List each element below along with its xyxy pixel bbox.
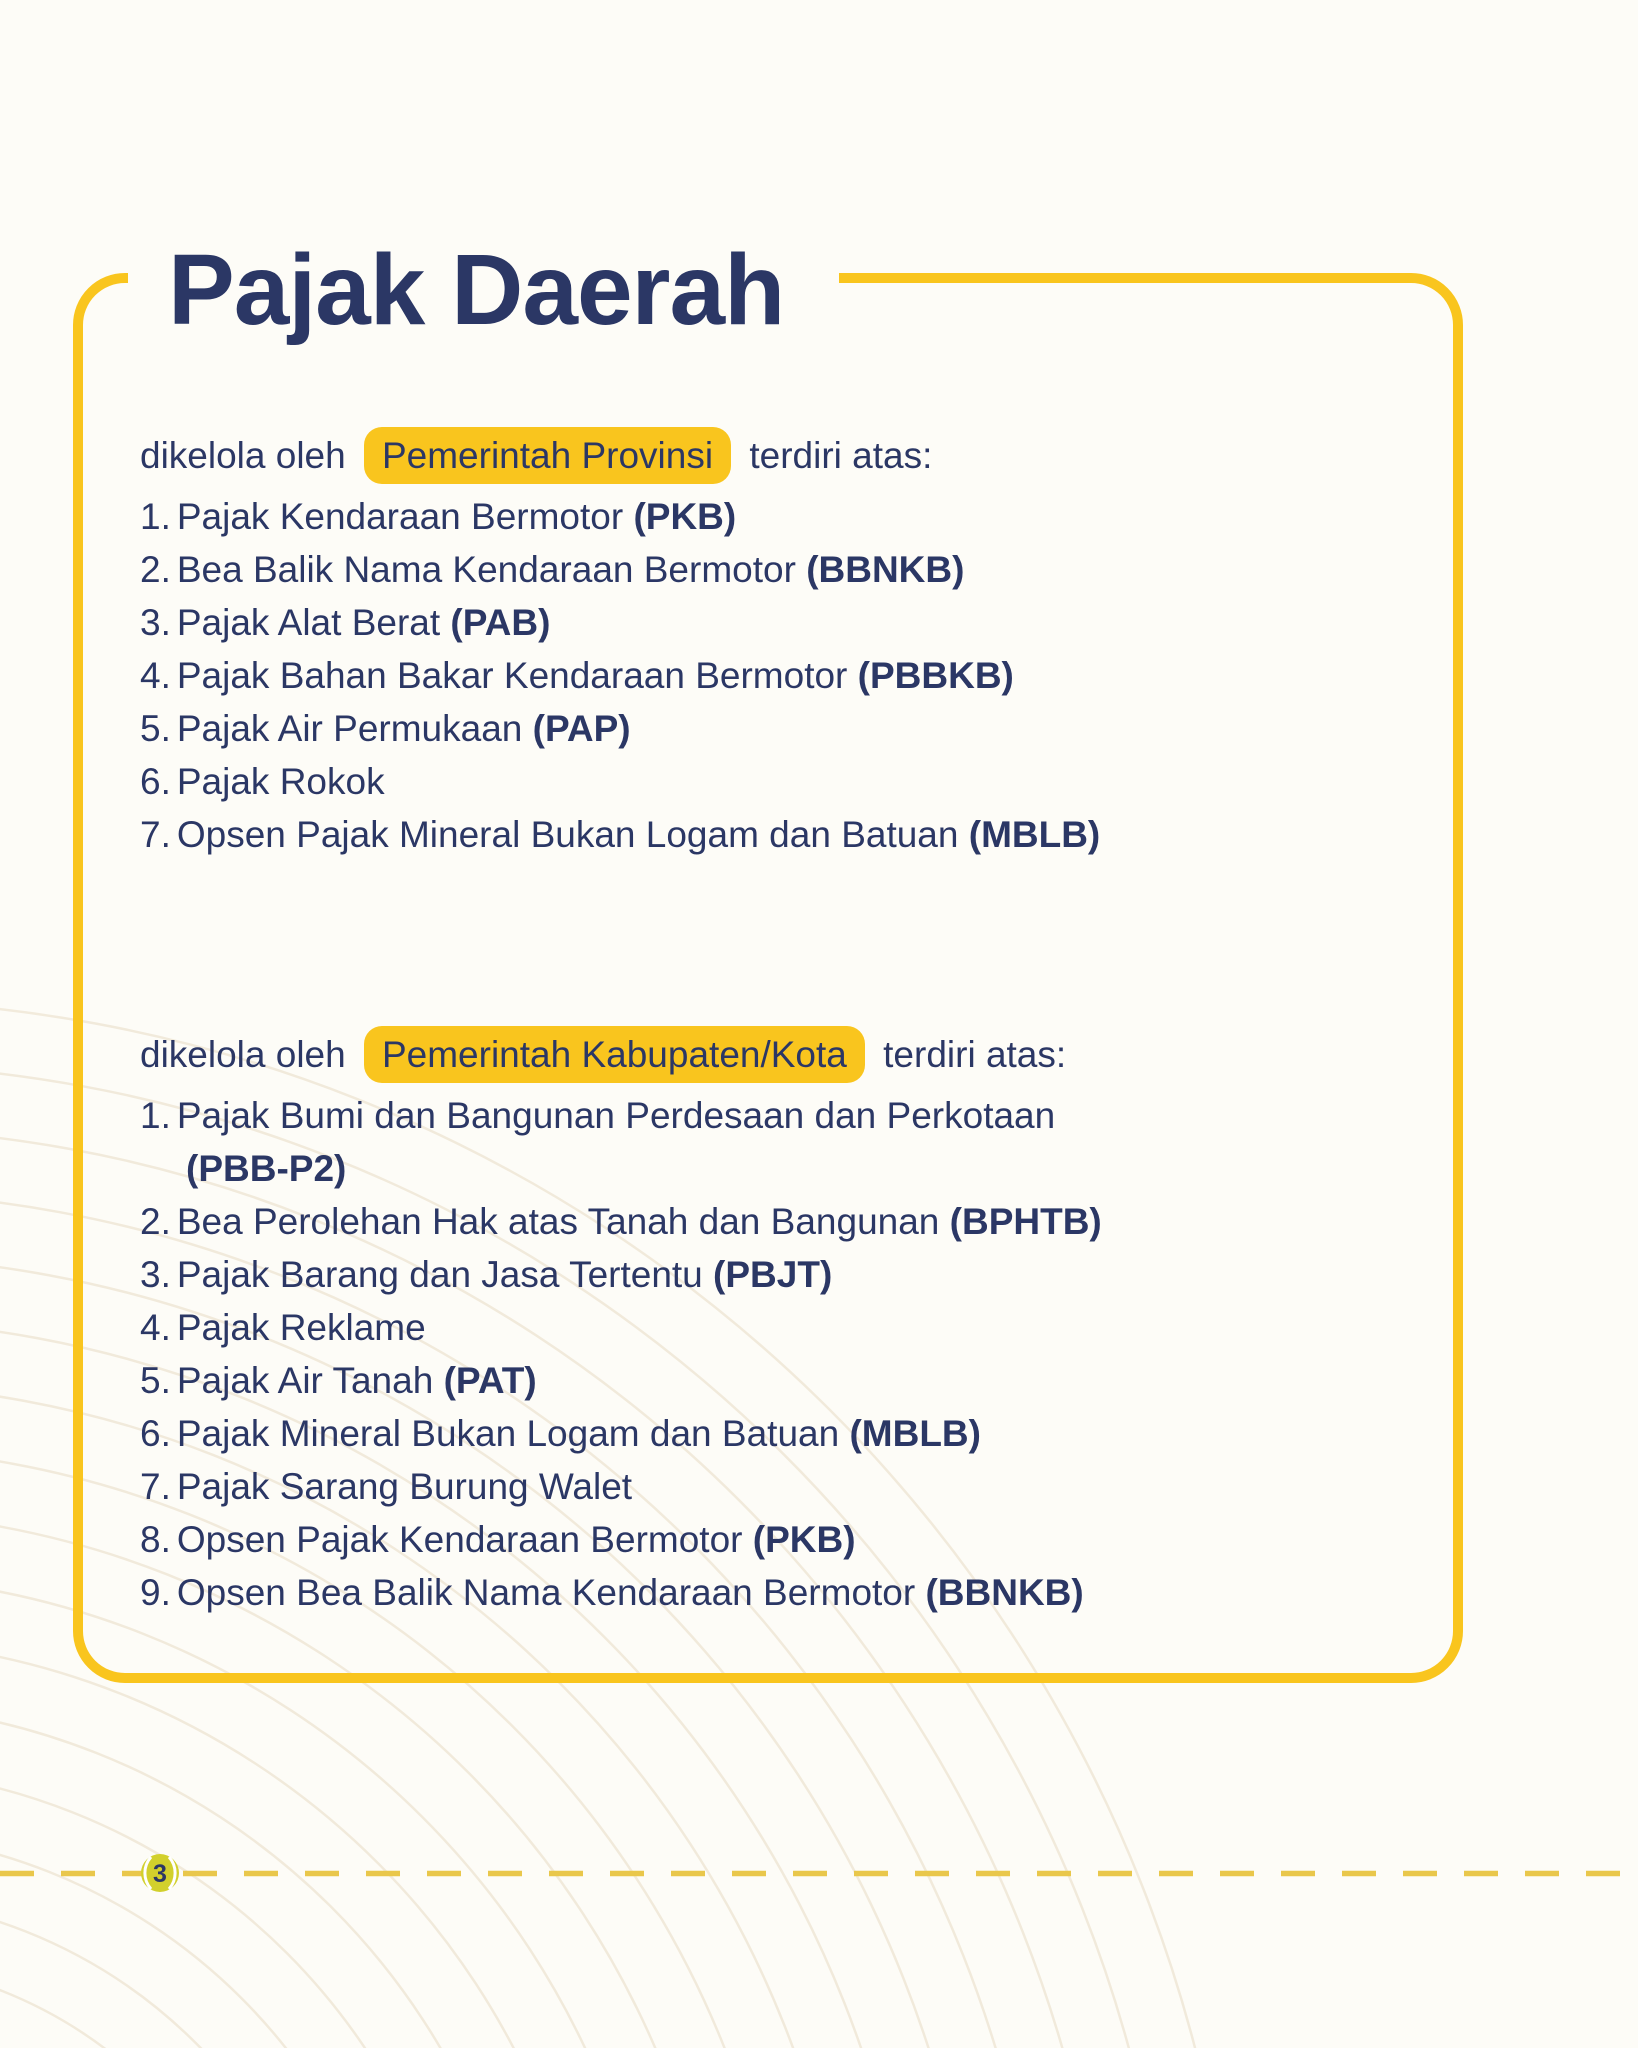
item-number: 6.	[140, 1413, 171, 1454]
tax-list-item	[140, 596, 1400, 649]
tax-list-item	[140, 490, 1400, 543]
tax-list-item	[140, 755, 1400, 808]
item-abbreviation: (PKB)	[752, 1519, 856, 1560]
item-text: Pajak Barang dan Jasa Tertentu	[176, 1254, 703, 1295]
tax-list-item	[140, 649, 1400, 702]
item-number: 1.	[140, 1095, 171, 1136]
page-title: Pajak Daerah	[128, 225, 839, 355]
item-text: Opsen Pajak Mineral Bukan Logam dan Batuan	[176, 814, 959, 855]
item-abbreviation: (PAT)	[443, 1360, 537, 1401]
item-number: 2.	[140, 1201, 171, 1242]
item-abbreviation: (PBJT)	[713, 1254, 833, 1295]
footer-dashed-divider	[0, 1869, 1638, 1878]
item-number: 4.	[140, 655, 171, 696]
tax-list-item	[140, 1460, 1400, 1513]
item-abbreviation: (MBLB)	[849, 1413, 981, 1454]
item-text: Pajak Bumi dan Bangunan Perdesaan dan Perkotaan	[176, 1095, 1056, 1136]
tax-list-item	[140, 702, 1400, 755]
item-number: 1.	[140, 496, 171, 537]
tax-list-item	[140, 1089, 1400, 1195]
page-number-badge	[140, 1853, 180, 1893]
tax-list	[140, 490, 1400, 861]
item-number: 6.	[140, 761, 171, 802]
tax-list-item	[140, 1513, 1400, 1566]
item-number: 9.	[140, 1572, 171, 1613]
intro-suffix-text: terdiri atas:	[739, 435, 933, 476]
item-number: 5.	[140, 1360, 171, 1401]
tax-list-item	[140, 1566, 1400, 1619]
item-number: 2.	[140, 549, 171, 590]
item-text: Pajak Mineral Bukan Logam dan Batuan	[176, 1413, 840, 1454]
item-abbreviation: (BBNKB)	[806, 549, 965, 590]
item-abbreviation: (PKB)	[633, 496, 737, 537]
item-text: Pajak Air Tanah	[176, 1360, 434, 1401]
section-provinsi	[140, 429, 1400, 861]
item-text: Bea Balik Nama Kendaraan Bermotor	[176, 549, 796, 590]
item-abbreviation: (PBB-P2)	[186, 1148, 347, 1189]
item-number: 7.	[140, 814, 171, 855]
intro-prefix-text: dikelola oleh	[140, 1034, 356, 1075]
item-text: Bea Perolehan Hak atas Tanah dan Bangunan	[176, 1201, 940, 1242]
item-text: Pajak Bahan Bakar Kendaraan Bermotor	[176, 655, 848, 696]
item-text: Pajak Reklame	[176, 1307, 426, 1348]
intro-highlight: Pemerintah Kabupaten/Kota	[364, 1026, 865, 1083]
tax-list-item	[140, 1195, 1400, 1248]
intro-suffix-text: terdiri atas:	[872, 1034, 1067, 1075]
item-abbreviation: (PAB)	[450, 602, 551, 643]
section-intro	[140, 1028, 1400, 1081]
tax-list	[140, 1089, 1400, 1619]
item-number: 3.	[140, 1254, 171, 1295]
section-intro	[140, 429, 1400, 482]
item-abbreviation: (PBBKB)	[857, 655, 1014, 696]
item-number: 8.	[140, 1519, 171, 1560]
item-number: 5.	[140, 708, 171, 749]
intro-highlight: Pemerintah Provinsi	[364, 427, 731, 484]
item-abbreviation: (MBLB)	[968, 814, 1101, 855]
item-number: 3.	[140, 602, 171, 643]
item-text: Pajak Sarang Burung Walet	[176, 1466, 633, 1507]
item-number: 4.	[140, 1307, 171, 1348]
item-text: Opsen Bea Balik Nama Kendaraan Bermotor	[176, 1572, 916, 1613]
tax-list-item	[140, 808, 1400, 861]
item-text: Pajak Alat Berat	[176, 602, 441, 643]
intro-prefix-text: dikelola oleh	[140, 435, 356, 476]
item-text: Pajak Kendaraan Bermotor	[176, 496, 624, 537]
tax-list-item	[140, 543, 1400, 596]
item-text: Pajak Air Permukaan	[176, 708, 523, 749]
tax-list-item	[140, 1248, 1400, 1301]
item-abbreviation: (BBNKB)	[925, 1572, 1084, 1613]
page-number: 3	[153, 1860, 167, 1888]
tax-list-item	[140, 1301, 1400, 1354]
item-text: Pajak Rokok	[176, 761, 385, 802]
item-text: Opsen Pajak Kendaraan Bermotor	[176, 1519, 743, 1560]
item-number: 7.	[140, 1466, 171, 1507]
item-abbreviation: (BPHTB)	[949, 1201, 1102, 1242]
tax-list-item	[140, 1407, 1400, 1460]
section-kabupaten-kota	[140, 1028, 1400, 1619]
item-abbreviation: (PAP)	[532, 708, 631, 749]
tax-list-item	[140, 1354, 1400, 1407]
